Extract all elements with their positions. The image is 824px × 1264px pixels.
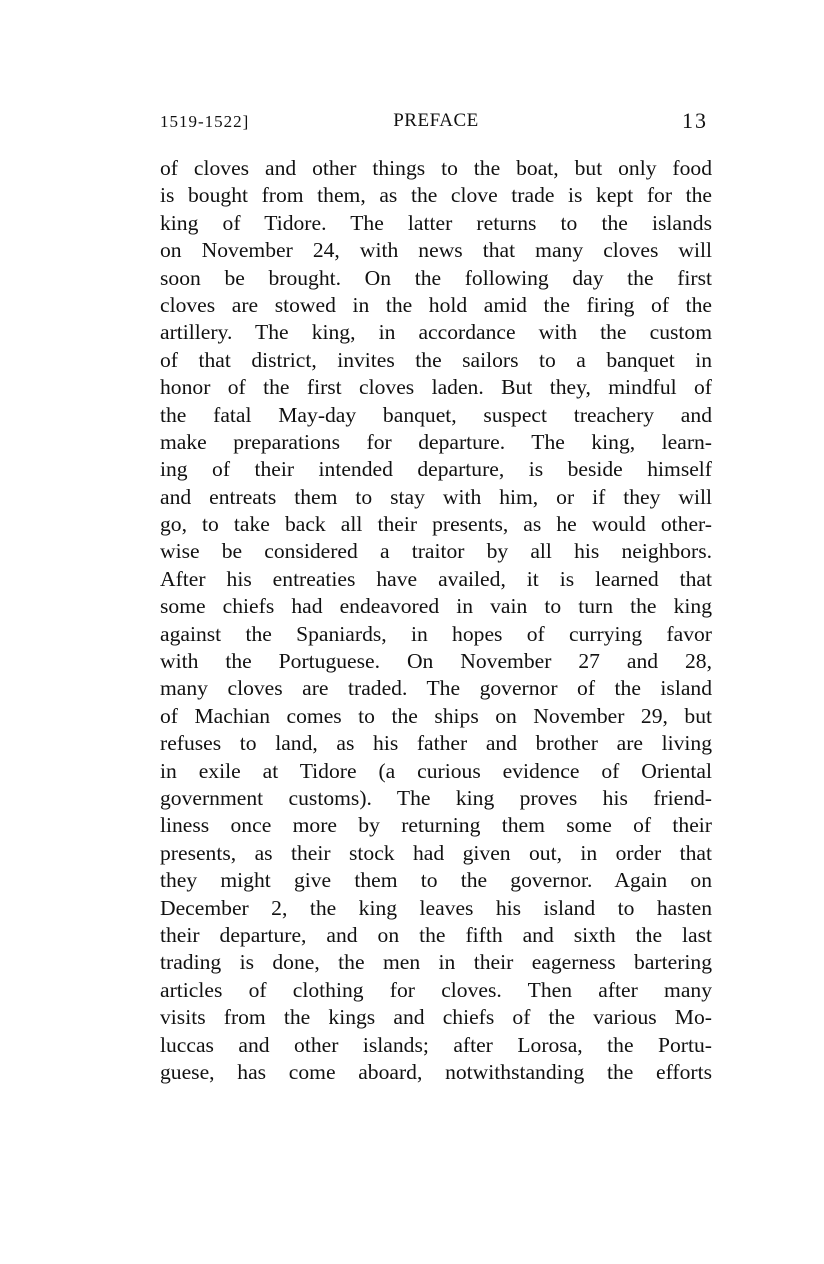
text-line: presents, as their stock had given out, in order that [160, 840, 712, 865]
running-head [160, 108, 712, 140]
text-line: the fatal May-day banquet, suspect treachery and [160, 402, 712, 427]
text-line: their departure, and on the fifth and sixth the last [160, 922, 712, 947]
text-line: of that district, invites the sailors to a banquet in [160, 347, 712, 372]
text-line: on November 24, with news that many cloves will [160, 238, 712, 263]
page-number: 13 [682, 108, 708, 133]
text-line: honor of the first cloves laden. But they, mindful of [160, 375, 712, 400]
text-line: of cloves and other things to the boat, but only food [160, 156, 712, 180]
text-line: of Machian comes to the ships on November 29, but [160, 703, 712, 728]
text-line: go, to take back all their presents, as he would other- [160, 512, 712, 537]
text-line: refuses to land, as his father and brother are living [160, 731, 712, 756]
text-line: is bought from them, as the clove trade is kept for the [160, 183, 712, 208]
text-line: in exile at Tidore (a curious evidence of Oriental [160, 758, 712, 783]
text-line: artillery. The king, in accordance with the custom [160, 320, 712, 345]
text-line: luccas and other islands; after Lorosa, the Portu- [160, 1032, 712, 1057]
text-line: government customs). The king proves his friend- [160, 785, 712, 810]
text-line: ing of their intended departure, is beside himself [160, 457, 712, 482]
text-line: king of Tidore. The latter returns to the islands [160, 210, 712, 235]
section-title: PREFACE [393, 110, 479, 131]
text-line: guese, has come aboard, notwithstanding the efforts [160, 1059, 712, 1084]
text-line: December 2, the king leaves his island to hasten [160, 895, 712, 920]
text-line: visits from the kings and chiefs of the various Mo- [160, 1005, 712, 1030]
text-line: trading is done, the men in their eagerness bartering [160, 950, 712, 975]
date-range: 1519-1522] [160, 112, 250, 131]
text-line: many cloves are traded. The governor of the island [160, 676, 712, 701]
text-line: make preparations for departure. The king, learn- [160, 429, 712, 454]
text-line: against the Spaniards, in hopes of currying favor [160, 621, 712, 646]
text-line: they might give them to the governor. Again on [160, 868, 712, 893]
text-line: and entreats them to stay with him, or if they will [160, 484, 712, 509]
text-line: liness once more by returning them some of their [160, 813, 712, 838]
text-line: some chiefs had endeavored in vain to turn the king [160, 594, 712, 619]
text-line: with the Portuguese. On November 27 and 28, [160, 649, 712, 674]
text-line: wise be considered a traitor by all his neighbors. [160, 539, 712, 564]
text-line: soon be brought. On the following day the first [160, 265, 712, 290]
text-line: articles of clothing for cloves. Then after many [160, 977, 712, 1002]
text-line: After his entreaties have availed, it is learned that [160, 566, 712, 591]
body-text [160, 155, 712, 1086]
text-line: cloves are stowed in the hold amid the firing of the [160, 292, 712, 317]
